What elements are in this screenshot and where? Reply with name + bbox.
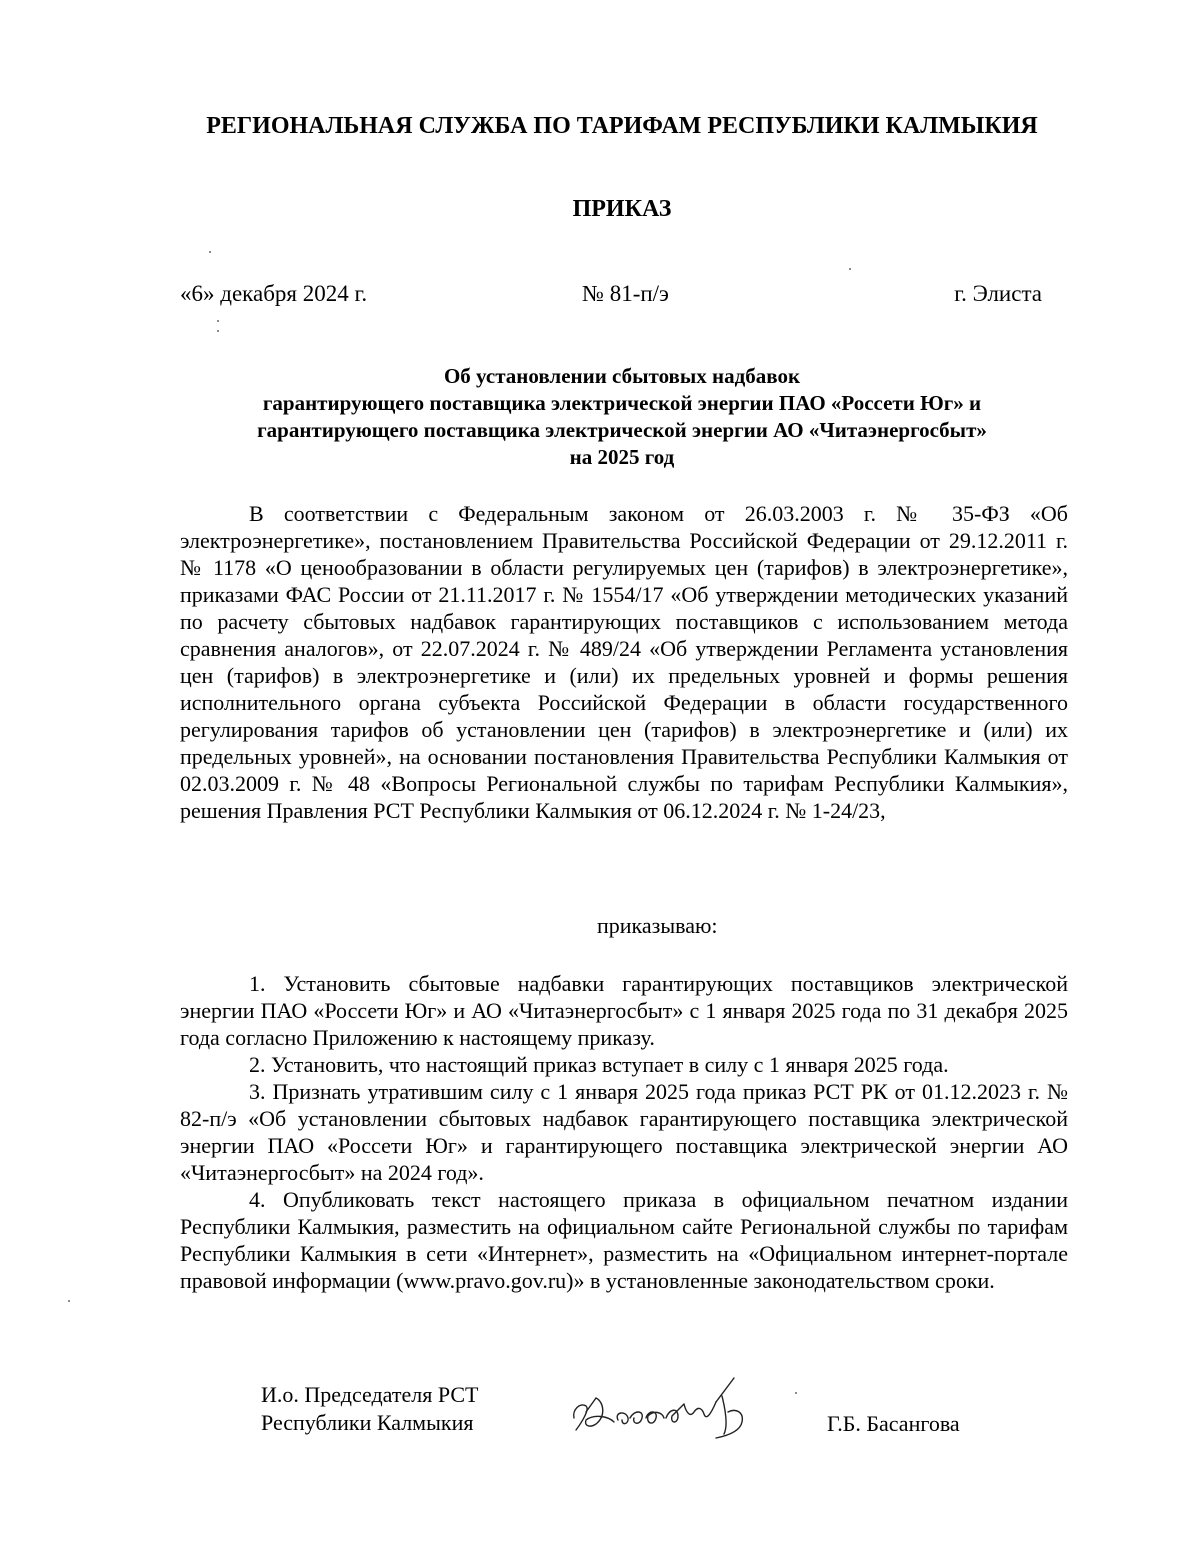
document-title [180,363,1064,471]
scan-speck [795,1392,797,1394]
title-line: Об установлении сбытовых надбавок [443,364,801,388]
document-number: № 81-п/э [582,281,669,306]
handwritten-signature [566,1372,776,1452]
preamble-paragraph: В соответствии с Федеральным законом от 26.03.2003 г. № 35-ФЗ «Об электроэнергетике», постановлением Правительства Российской Федерации от 29.12.2011 г. № 1178 «О ценообразовании в области регулируемых цен (тарифов) в электроэнергетике», приказами ФАС России от 21.11.2017 г. № 1554/17 «Об утверждении методических указаний по расчету сбытовых надбавок гарантирующих поставщиков с использованием метода сравнения аналогов», от 22.07.2024 г. № 489/24 «Об утверждении Регламента установления цен (тарифов) в электроэнергетике и (или) их предельных уровней и формы решения исполнительного органа субъекта Российской Федерации в области государственного регулирования тарифов об установлении цен (тарифов) в электроэнергетике и (или) их предельных уровней», на основании постановления Правительства Республики Калмыкия от 02.03.2009 г. № 48 «Вопросы Региональной службы по тарифам Республики Калмыкия», решения Правления РСТ Республики Калмыкия от 06.12.2024 г. № 1-24/23, [180,501,1068,823]
order-item: 2. Установить, что настоящий приказ вступает в силу с 1 января 2025 года. [249,1052,949,1077]
signer-position [261,1381,478,1437]
document-date: «6» декабря 2024 г. [180,281,368,306]
agency-name: РЕГИОНАЛЬНАЯ СЛУЖБА ПО ТАРИФАМ РЕСПУБЛИКИ КАЛМЫКИЯ [206,113,1038,139]
order-item: 3. Признать утратившим силу с 1 января 2025 года приказ РСТ РК от 01.12.2023 г. № 82-п/э «Об установлении сбытовых надбавок гарантирующего поставщика электрической энергии ПАО «Россети Юг» и гарантирующего поставщика электрической энергии АО «Читаэнергосбыт» на 2024 год». [180,1079,1068,1185]
document-city: г. Элиста [954,281,1042,306]
scan-speck [849,268,851,270]
scan-speck [68,1300,70,1302]
signer-position-line: Республики Калмыкия [261,1410,474,1435]
scan-speck [217,320,219,322]
title-line: гарантирующего поставщика электрической энергии ПАО «Россети Юг» и [262,391,982,415]
scan-speck [217,330,219,332]
title-line: гарантирующего поставщика электрической энергии АО «Читаэнергосбыт» [257,418,987,442]
title-line: на 2025 год [569,445,675,469]
order-item: 1. Установить сбытовые надбавки гарантирующих поставщиков электрической энергии ПАО «Россети Юг» и АО «Читаэнергосбыт» с 1 января 2025 года по 31 декабря 2025 года согласно Приложению к настоящему приказу. [180,971,1068,1050]
document-meta-row [180,279,1042,309]
order-word: приказываю: [597,913,718,938]
signer-name: Г.Б. Басангова [827,1411,960,1436]
signer-position-line: И.о. Председателя РСТ [261,1382,479,1407]
scan-speck [209,251,211,253]
document-type: ПРИКАЗ [572,196,672,222]
order-items [180,970,1068,1294]
order-item: 4. Опубликовать текст настоящего приказа в официальном печатном издании Республики Калмыкия, разместить на официальном сайте Региональной службы по тарифам Республики Калмыкия в сети «Интернет», разместить на «Официальном интернет-портале правовой информации (www.pravo.gov.ru)» в установленные законодательством сроки. [180,1187,1068,1293]
